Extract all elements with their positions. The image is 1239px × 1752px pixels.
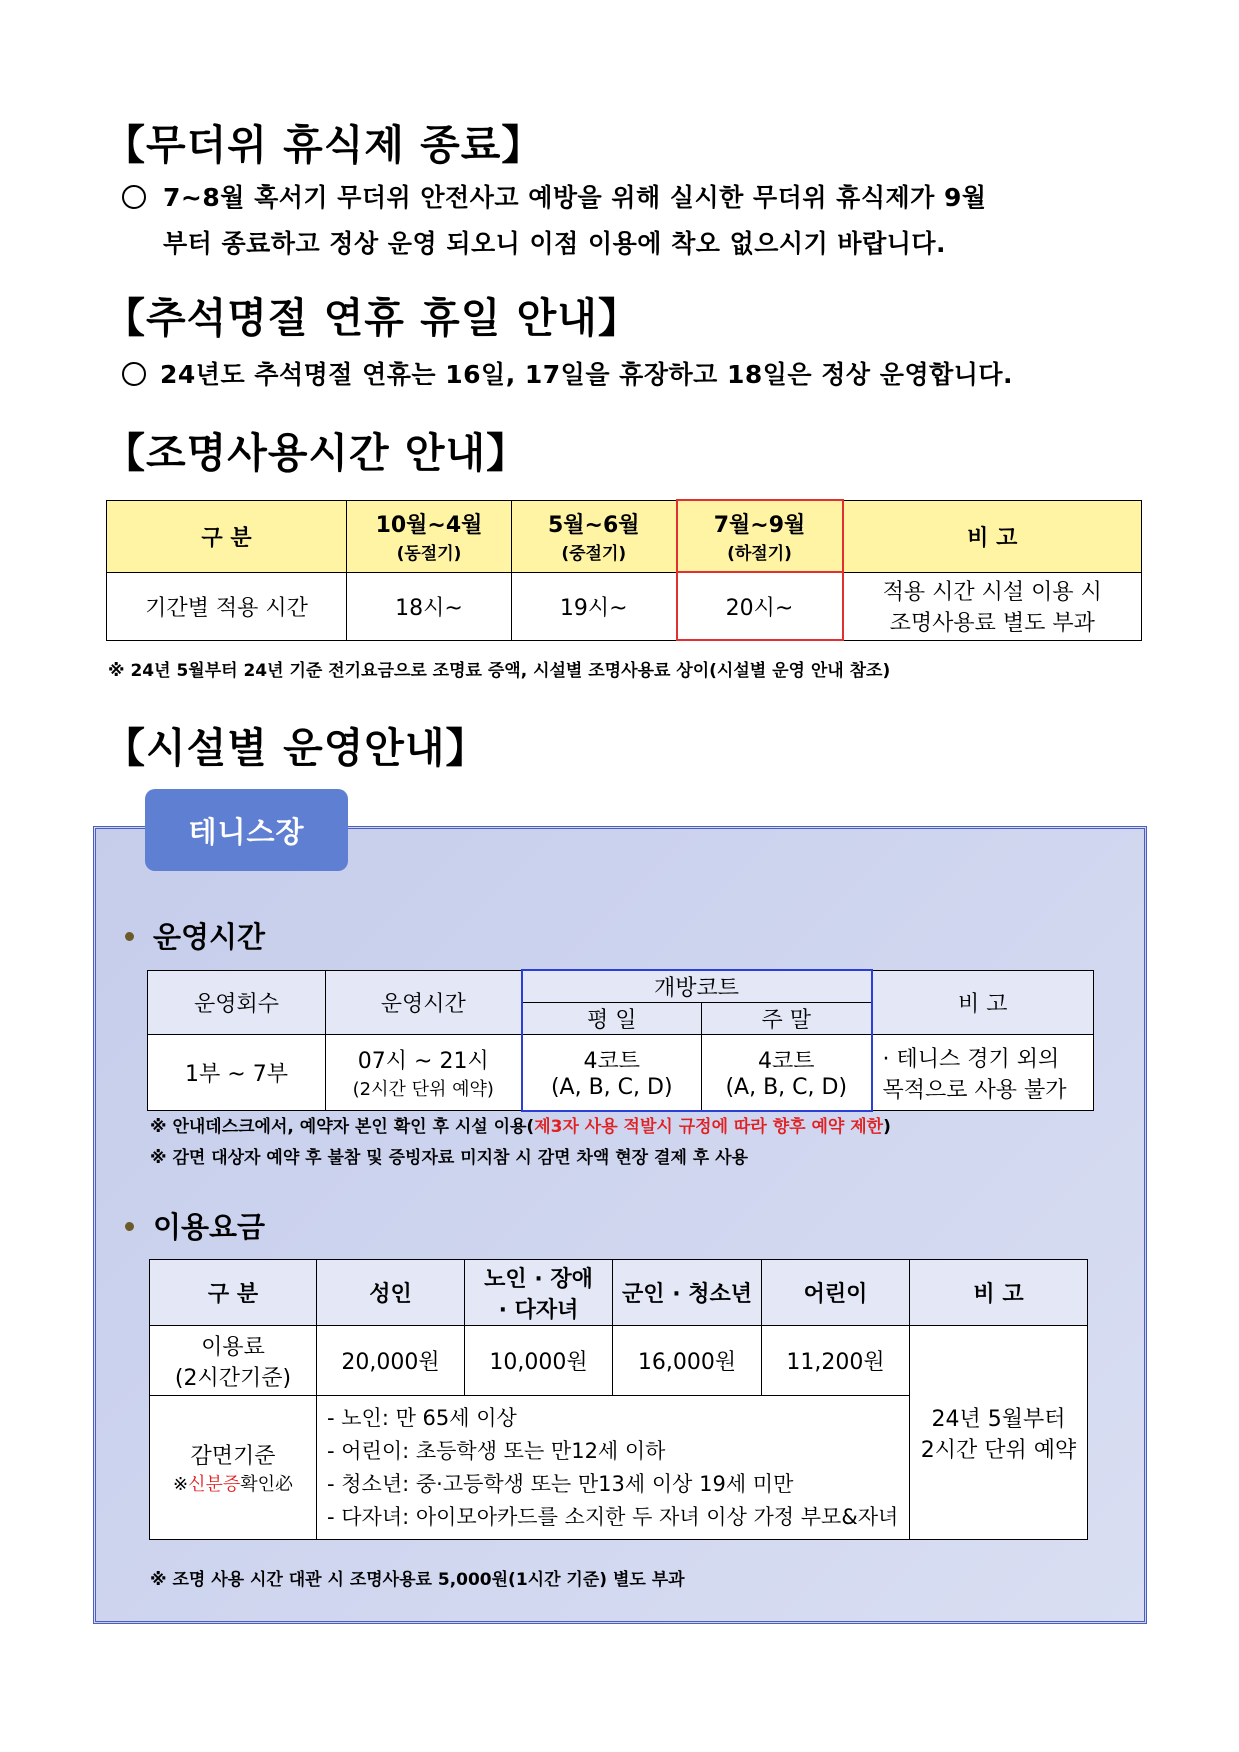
tennis-tab[interactable]: 테니스장 <box>145 789 348 871</box>
lighting-header-mid: 5월~6월 (중절기) <box>512 500 677 572</box>
hours-header-rounds: 운영회수 <box>148 970 326 1035</box>
chuseok-text-line1: 24년도 추석명절 연휴는 16일, 17일을 휴장하고 18일은 정상 운영합니다. <box>160 360 1014 389</box>
lighting-header-note: 비 고 <box>843 500 1142 572</box>
hours-header-note: 비 고 <box>872 970 1094 1035</box>
circle-bullet-icon <box>122 185 146 209</box>
hours-heading: 운영시간 <box>153 920 266 954</box>
fees-header-adult: 성인 <box>317 1260 465 1326</box>
fees-row-label: 이용료 (2시간기준) <box>150 1326 317 1396</box>
hours-header-time: 운영시간 <box>326 970 522 1035</box>
discount-label: 감면기준 ※신분증확인必 <box>150 1396 317 1540</box>
hours-header-courts: 개방코트 <box>522 970 872 1003</box>
fees-child: 11,200원 <box>762 1326 910 1396</box>
facility-section-title: 【시설별 운영안내】 <box>104 724 488 772</box>
lighting-value-summer: 20시~ <box>677 572 843 640</box>
fees-table <box>149 1259 1088 1540</box>
fees-adult: 20,000원 <box>317 1326 465 1396</box>
bullet-icon <box>125 932 134 941</box>
fees-header-note: 비 고 <box>910 1260 1088 1326</box>
fees-header-child: 어린이 <box>762 1260 910 1326</box>
heatwave-section-title: 【무더위 휴식제 종료】 <box>104 121 544 169</box>
hours-weekday-courts: 4코트 (A, B, C, D) <box>522 1035 702 1111</box>
heatwave-text-line1: 7~8월 혹서기 무더위 안전사고 예방을 위해 실시한 무더위 휴식제가 9월 <box>163 183 987 212</box>
bullet-icon <box>125 1222 134 1231</box>
fees-footnote: ※ 조명 사용 시간 대관 시 조명사용료 5,000원(1시간 기준) 별도 부과 <box>150 1570 685 1590</box>
discount-criteria: - 노인: 만 65세 이상 - 어린이: 초등학생 또는 만12세 이하 - 청소년: 중·고등학생 또는 만13세 이상 19세 미만 - 다자녀: 아이모아카드를 소지한 두 자녀 이상 가정 부모&자녀 <box>317 1396 910 1540</box>
circle-bullet-icon <box>122 362 146 386</box>
lighting-value-winter: 18시~ <box>347 572 512 640</box>
fees-header-category: 구 분 <box>150 1260 317 1326</box>
lighting-header-category: 구 분 <box>107 500 347 572</box>
hours-time: 07시 ~ 21시 (2시간 단위 예약) <box>326 1035 522 1111</box>
hours-header-weekday: 평 일 <box>522 1003 702 1035</box>
lighting-header-summer: 7월~9월 (하절기) <box>677 500 843 572</box>
fees-senior: 10,000원 <box>465 1326 613 1396</box>
lighting-note: 적용 시간 시설 이용 시 조명사용료 별도 부과 <box>843 572 1142 640</box>
fees-header-senior: 노인 · 장애 · 다자녀 <box>465 1260 613 1326</box>
lighting-header-winter: 10월~4월 (동절기) <box>347 500 512 572</box>
chuseok-section-title: 【추석명절 연휴 휴일 안내】 <box>104 294 640 342</box>
lighting-section-title: 【조명사용시간 안내】 <box>104 429 529 477</box>
hours-note2: ※ 감면 대상자 예약 후 불참 및 증빙자료 미지참 시 감면 차액 현장 결제 후 사용 <box>150 1148 748 1168</box>
hours-rounds: 1부 ~ 7부 <box>148 1035 326 1111</box>
lighting-value-mid: 19시~ <box>512 572 677 640</box>
hours-weekend-courts: 4코트 (A, B, C, D) <box>702 1035 872 1111</box>
hours-note: · 테니스 경기 외의 목적으로 사용 불가 <box>872 1035 1094 1111</box>
hours-table <box>147 969 1094 1112</box>
lighting-table <box>106 499 1142 641</box>
heatwave-text-line2: 부터 종료하고 정상 운영 되오니 이점 이용에 착오 없으시기 바랍니다. <box>163 229 947 258</box>
lighting-row-label: 기간별 적용 시간 <box>107 572 347 640</box>
fees-heading: 이용요금 <box>153 1210 266 1244</box>
hours-note1: ※ 안내데스크에서, 예약자 본인 확인 후 시설 이용(제3자 사용 적발시 규정에 따라 향후 예약 제한) <box>150 1117 891 1137</box>
hours-header-weekend: 주 말 <box>702 1003 872 1035</box>
fees-note: 24년 5월부터 2시간 단위 예약 <box>910 1326 1088 1540</box>
fees-header-youth: 군인 · 청소년 <box>613 1260 762 1326</box>
lighting-footnote: ※ 24년 5월부터 24년 기준 전기요금으로 조명료 증액, 시설별 조명사용료 상이(시설별 운영 안내 참조) <box>108 661 891 681</box>
fees-youth: 16,000원 <box>613 1326 762 1396</box>
